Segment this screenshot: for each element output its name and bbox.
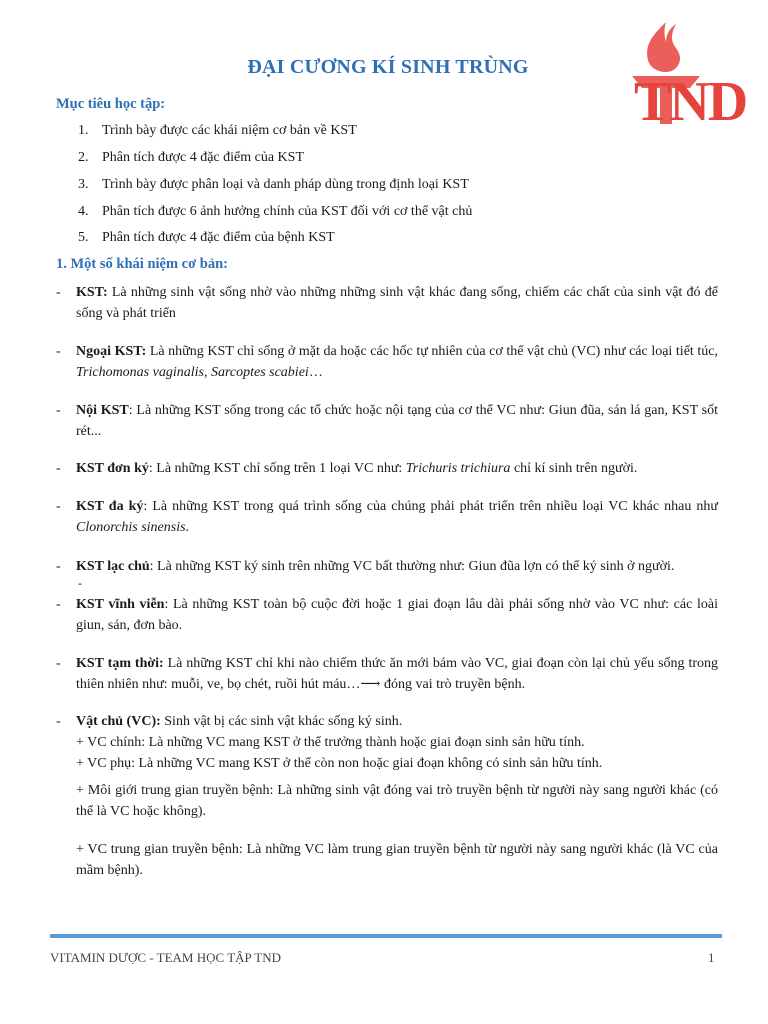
footer-text: VITAMIN DƯỢC - TEAM HỌC TẬP TND xyxy=(50,950,282,965)
definition-ngoai-kst: - Ngoại KST: Là những KST chỉ sống ở mặt da hoặc các hốc tự nhiên của cơ thể vật chủ (VC) như các loại tiết túc, Trichomonas vaginalis, Sarcoptes scabiei… xyxy=(56,344,718,380)
sub-moi-gioi: + Môi giới trung gian truyền bệnh: Là những sinh vật đóng vai trò truyền bệnh từ người này sang người khác (có thể là VC hoặc không). xyxy=(76,783,718,819)
definition-kst-don-ky: - KST đơn ký: Là những KST chỉ sống trên 1 loại VC như: Trichuris trichiura chỉ kí sinh trên người. xyxy=(56,461,638,476)
objective-item: 3. Trình bày được phân loại và danh pháp dùng trong định loại KST xyxy=(78,177,469,192)
objective-item: 2. Phân tích được 4 đặc điểm của KST xyxy=(78,150,304,165)
objective-item: 1. Trình bày được các khái niệm cơ bản về KST xyxy=(78,123,357,138)
definition-vat-chu: - Vật chủ (VC): Sinh vật bị các sinh vật khác sống ký sinh. xyxy=(56,714,403,729)
definition-kst: - KST: Là những sinh vật sống nhờ vào những những sinh vật khác đang sống, chiếm các chất của sinh vật đó để sống và phát triển xyxy=(56,285,718,321)
objective-item: 5. Phân tích được 4 đặc điểm của bệnh KST xyxy=(78,230,335,245)
definition-noi-kst: - Nội KST: Là những KST sống trong các tổ chức hoặc nội tạng của cơ thể VC như: Giun đũa, sán lá gan, KST sốt rét... xyxy=(56,403,718,439)
definition-kst-da-ky: - KST đa ký: Là những KST trong quá trình sống của chúng phải phát triển trên nhiều loại VC khác nhau như Clonorchis sinensis. xyxy=(56,499,718,535)
stray-dash: - xyxy=(78,576,82,590)
objectives-heading: Mục tiêu học tập: xyxy=(56,96,166,112)
page-title: ĐẠI CƯƠNG KÍ SINH TRÙNG xyxy=(247,56,529,78)
page-number: 1 xyxy=(708,950,715,965)
sub-vc-phu: + VC phụ: Là những VC mang KST ở thể còn non hoặc giai đoạn không có sinh sản hữu tính. xyxy=(76,756,603,771)
sub-vc-trung-gian: + VC trung gian truyền bệnh: Là những VC làm trung gian truyền bệnh từ người này sang người khác (là VC của mầm bệnh). xyxy=(76,842,718,878)
definition-kst-vinh-vien: - KST vĩnh viễn: Là những KST toàn bộ cuộc đời hoặc 1 giai đoạn lâu dài phải sống nhờ vào VC như: các loài giun, sán, đơn bào. xyxy=(56,597,718,633)
sub-vc-chinh: + VC chính: Là những VC mang KST ở thể trưởng thành hoặc giai đoạn sinh sản hữu tính. xyxy=(76,735,585,750)
section-1-heading: 1. Một số khái niệm cơ bản: xyxy=(56,256,228,272)
footer-divider xyxy=(50,934,722,938)
svg-text:TND: TND xyxy=(634,71,747,128)
definition-kst-lac-chu: - KST lạc chủ: Là những KST ký sinh trên những VC bất thường như: Giun đũa lợn có thể ký sinh ở người. xyxy=(56,559,675,574)
definition-kst-tam-thoi: - KST tạm thời: Là những KST chỉ khi nào chiếm thức ăn mới bám vào VC, giai đoạn còn lại chủ yếu sống trong thiên nhiên như: muỗi, ve, bọ chét, ruồi hút máu…⟶ đóng vai trò truyền bệnh. xyxy=(56,656,718,692)
objective-item: 4. Phân tích được 6 ảnh hưởng chính của KST đối với cơ thể vật chủ xyxy=(78,204,473,219)
